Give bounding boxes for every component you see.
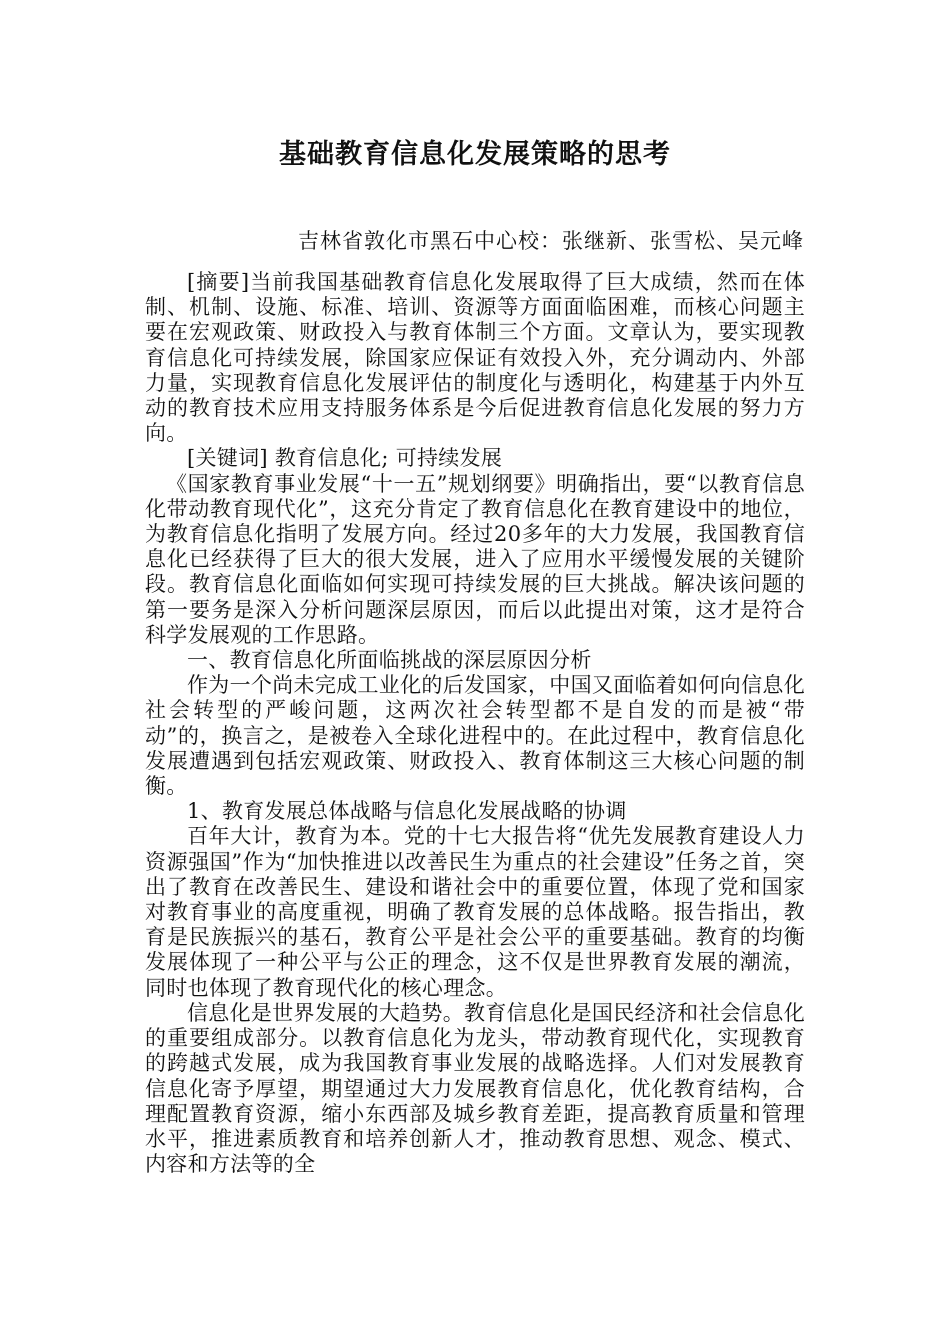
intro-paragraph: 《国家教育事业发展“十一五”规划纲要》明确指出，要“以教育信息化带动教育现代化”，这充分肯定了教育信息化在教育建设中的地位，为教育信息化指明了发展方向。经过20多年的大力发展，我国教育信息化已经获得了巨大的很大发展，进入了应用水平缓慢发展的关键阶段。教育信息化面临如何实现可持续发展的巨大挑战。解决该问题的第一要务是深入分析问题深层原因，而后以此提出对策，这才是符合科学发展观的工作思路。: [145, 471, 805, 647]
section-heading-1: 一、教育信息化所面临挑战的深层原因分析: [187, 648, 592, 673]
subsection-heading-1: 1、教育发展总体战略与信息化发展战略的协调: [187, 799, 627, 824]
document-body: [145, 270, 805, 1177]
body-paragraph: 百年大计，教育为本。党的十七大报告将“优先发展教育建设人力资源强国”作为“加快推进以改善民生为重点的社会建设”任务之首，突出了教育在改善民生、建设和谐社会中的重要位置，体现了党和国家对教育事业的高度重视，明确了教育发展的总体战略。报告指出，教育是民族振兴的基石，教育公平是社会公平的重要基础。教育的均衡发展体现了一种公平与公正的理念，这不仅是世界教育发展的潮流，同时也体现了教育现代化的核心理念。: [145, 824, 805, 1000]
author-byline: 吉林省敦化市黑石中心校：张继新、张雪松、吴元峰: [298, 229, 804, 253]
body-paragraph: 作为一个尚未完成工业化的后发国家，中国又面临着如何向信息化社会转型的严峻问题，这两次社会转型都不是自发的而是被“带动”的，换言之，是被卷入全球化进程中的。在此过程中，教育信息化发展遭遇到包括宏观政策、财政投入、教育体制这三大核心问题的制衡。: [145, 673, 805, 799]
body-paragraph: 信息化是世界发展的大趋势。教育信息化是国民经济和社会信息化的重要组成部分。以教育信息化为龙头，带动教育现代化，实现教育的跨越式发展，成为我国教育事业发展的战略选择。人们对发展教育信息化寄予厚望，期望通过大力发展教育信息化，优化教育结构，合理配置教育资源，缩小东西部及城乡教育差距，提高教育质量和管理水平，推进素质教育和培养创新人才，推动教育思想、观念、模式、内容和方法等的全: [145, 1000, 805, 1177]
abstract-paragraph: [摘要]当前我国基础教育信息化发展取得了巨大成绩，然而在体制、机制、设施、标准、培训、资源等方面面临困难，而核心问题主要在宏观政策、财政投入与教育体制三个方面。文章认为，要实现教育信息化可持续发展，除国家应保证有效投入外，充分调动内、外部力量，实现教育信息化发展评估的制度化与透明化，构建基于内外互动的教育技术应用支持服务体系是今后促进教育信息化发展的努力方向。: [145, 270, 805, 446]
keywords-paragraph: [关键词] 教育信息化; 可持续发展: [187, 446, 503, 471]
document-title: 基础教育信息化发展策略的思考: [279, 139, 671, 170]
